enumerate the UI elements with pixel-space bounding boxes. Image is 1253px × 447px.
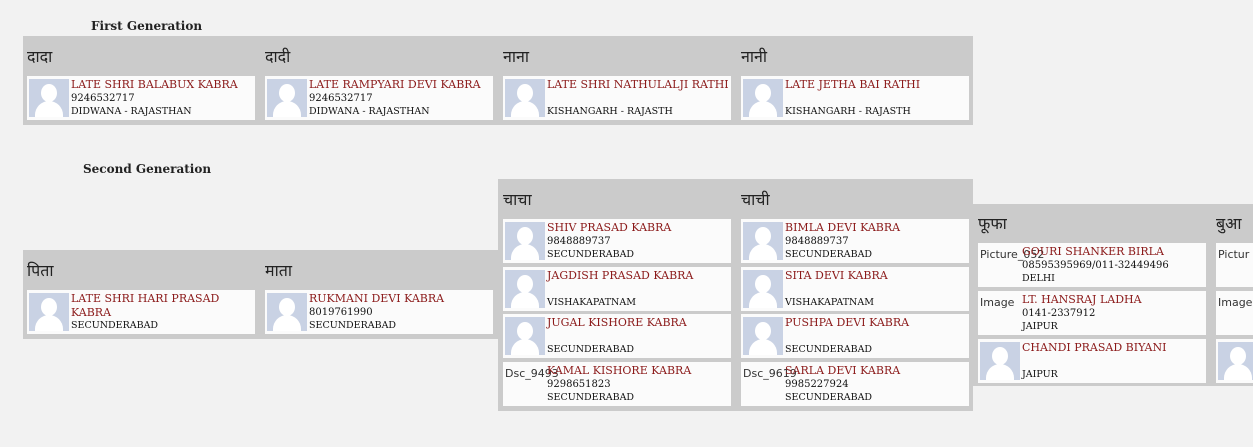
member-place: SECUNDERABAD bbox=[785, 344, 873, 355]
relation-heading: चाचा bbox=[503, 190, 532, 209]
relation-column bbox=[27, 260, 259, 331]
member-place: DELHI bbox=[1022, 273, 1055, 284]
first-generation-title: First Generation bbox=[91, 19, 203, 33]
member-name-link[interactable]: CHANDI PRASAD BIYANI bbox=[1022, 341, 1167, 354]
relation-heading: दादा bbox=[27, 47, 53, 66]
relation-column bbox=[265, 46, 497, 117]
member-card[interactable] bbox=[978, 291, 1206, 335]
avatar-icon bbox=[743, 317, 783, 355]
member-phone: 9985227924 bbox=[785, 378, 849, 390]
relation-heading: नानी bbox=[741, 47, 768, 66]
photo-alt-text: Dsc_9619 bbox=[743, 366, 797, 380]
member-card[interactable] bbox=[741, 76, 969, 120]
member-place: SECUNDERABAD bbox=[785, 249, 873, 260]
avatar-icon bbox=[980, 342, 1020, 380]
relation-column bbox=[1216, 213, 1253, 309]
member-place: VISHAKAPATNAM bbox=[547, 296, 636, 308]
photo-alt-text: Image bbox=[1218, 296, 1253, 309]
relation-heading: चाची bbox=[741, 190, 770, 209]
photo-alt-text: Pictur bbox=[1218, 248, 1250, 261]
member-card[interactable] bbox=[741, 314, 969, 358]
member-phone: 08595395969/011-32449496 bbox=[1022, 260, 1169, 271]
photo-alt-text: Dsc_9493 bbox=[505, 366, 559, 380]
member-name-link[interactable]: LATE JETHA BAI RATHI bbox=[785, 78, 921, 91]
member-card[interactable] bbox=[978, 339, 1206, 383]
avatar-icon bbox=[743, 79, 783, 117]
member-place: KISHANGARH - RAJASTH bbox=[785, 106, 911, 117]
avatar-icon bbox=[505, 270, 545, 308]
member-card[interactable] bbox=[503, 314, 731, 358]
relation-column bbox=[265, 260, 497, 331]
relation-column bbox=[503, 189, 735, 403]
member-name-link[interactable]: BIMLA DEVI KABRA bbox=[785, 221, 901, 234]
member-name-link[interactable]: SARLA DEVI KABRA bbox=[785, 363, 901, 377]
member-name-link[interactable]: LATE SHRI HARI PRASAD KABRA bbox=[71, 292, 220, 319]
member-phone: 9848889737 bbox=[785, 236, 849, 247]
relation-heading: पिता bbox=[27, 261, 54, 280]
member-phone: 9298651823 bbox=[547, 378, 611, 390]
member-card[interactable] bbox=[741, 362, 969, 406]
avatar-icon bbox=[505, 79, 545, 117]
member-name-link[interactable]: LATE SHRI BALABUX KABRA bbox=[71, 78, 238, 91]
avatar-icon bbox=[1218, 342, 1253, 380]
member-place: VISHAKAPATNAM bbox=[785, 296, 874, 308]
member-name-link[interactable]: JUGAL KISHORE KABRA bbox=[547, 316, 687, 329]
photo-alt-text: Image bbox=[980, 296, 1015, 309]
relation-heading: माता bbox=[265, 261, 292, 280]
member-card[interactable] bbox=[27, 76, 255, 120]
member-place: SECUNDERABAD bbox=[547, 249, 635, 260]
member-place: KISHANGARH - RAJASTH bbox=[547, 106, 673, 117]
avatar-icon bbox=[743, 270, 783, 308]
member-card[interactable] bbox=[503, 76, 731, 120]
avatar-icon bbox=[29, 293, 69, 331]
avatar-icon bbox=[505, 317, 545, 355]
avatar-icon bbox=[29, 79, 69, 117]
member-place: SECUNDERABAD bbox=[547, 344, 635, 355]
relation-column bbox=[741, 189, 973, 403]
relation-column bbox=[27, 46, 259, 117]
relation-column bbox=[741, 46, 973, 117]
member-name-link[interactable]: JAGDISH PRASAD KABRA bbox=[547, 268, 694, 282]
member-name-link[interactable]: KAMAL KISHORE KABRA bbox=[547, 363, 692, 377]
avatar-icon bbox=[743, 222, 783, 260]
member-card[interactable] bbox=[503, 219, 731, 263]
relation-heading: नाना bbox=[503, 47, 530, 66]
member-place: SECUNDERABAD bbox=[785, 391, 873, 403]
avatar-icon bbox=[267, 79, 307, 117]
member-place: DIDWANA - RAJASTHAN bbox=[71, 106, 192, 117]
member-place: SECUNDERABAD bbox=[547, 391, 635, 403]
member-place: DIDWANA - RAJASTHAN bbox=[309, 106, 430, 117]
member-name-link[interactable]: LATE SHRI NATHULALJI RATHI bbox=[547, 78, 729, 91]
member-phone: 9246532717 bbox=[309, 93, 373, 104]
member-place: JAIPUR bbox=[1022, 321, 1058, 332]
member-card[interactable] bbox=[741, 219, 969, 263]
member-place: SECUNDERABAD bbox=[309, 320, 397, 331]
avatar-icon bbox=[267, 293, 307, 331]
avatar-icon bbox=[505, 222, 545, 260]
member-card[interactable] bbox=[27, 290, 255, 334]
member-name-link[interactable]: SITA DEVI KABRA bbox=[785, 268, 888, 282]
member-card[interactable] bbox=[741, 267, 969, 311]
member-card[interactable] bbox=[978, 243, 1206, 287]
relation-heading: दादी bbox=[265, 47, 291, 66]
member-phone: 9848889737 bbox=[547, 236, 611, 247]
member-card[interactable] bbox=[1216, 339, 1253, 383]
member-place: JAIPUR bbox=[1022, 369, 1058, 380]
member-place: SECUNDERABAD bbox=[71, 320, 159, 331]
relation-column bbox=[503, 46, 735, 117]
second-generation-title: Second Generation bbox=[83, 162, 212, 176]
member-card[interactable] bbox=[503, 362, 731, 406]
member-name-link[interactable]: GOURI SHANKER BIRLA bbox=[1022, 245, 1164, 258]
relation-column bbox=[978, 213, 1210, 380]
member-card[interactable] bbox=[265, 76, 493, 120]
member-card[interactable] bbox=[503, 267, 731, 311]
photo-alt-text: Picture_052 bbox=[980, 248, 1045, 261]
member-name-link[interactable]: LATE RAMPYARI DEVI KABRA bbox=[309, 78, 481, 91]
member-phone: 9246532717 bbox=[71, 93, 135, 104]
member-name-link[interactable]: SHIV PRASAD KABRA bbox=[547, 221, 672, 234]
member-card[interactable] bbox=[1216, 243, 1253, 287]
member-card[interactable] bbox=[1216, 291, 1253, 335]
relation-heading: फूफा bbox=[978, 214, 1007, 233]
member-card[interactable] bbox=[265, 290, 493, 334]
relation-heading: बुआ bbox=[1216, 214, 1242, 233]
member-name-link[interactable]: RUKMANI DEVI KABRA bbox=[309, 292, 445, 305]
member-name-link[interactable]: LT. HANSRAJ LADHA bbox=[1022, 293, 1142, 306]
member-phone: 0141-2337912 bbox=[1022, 308, 1096, 319]
member-name-link[interactable]: PUSHPA DEVI KABRA bbox=[785, 316, 910, 329]
member-phone: 8019761990 bbox=[309, 307, 373, 318]
